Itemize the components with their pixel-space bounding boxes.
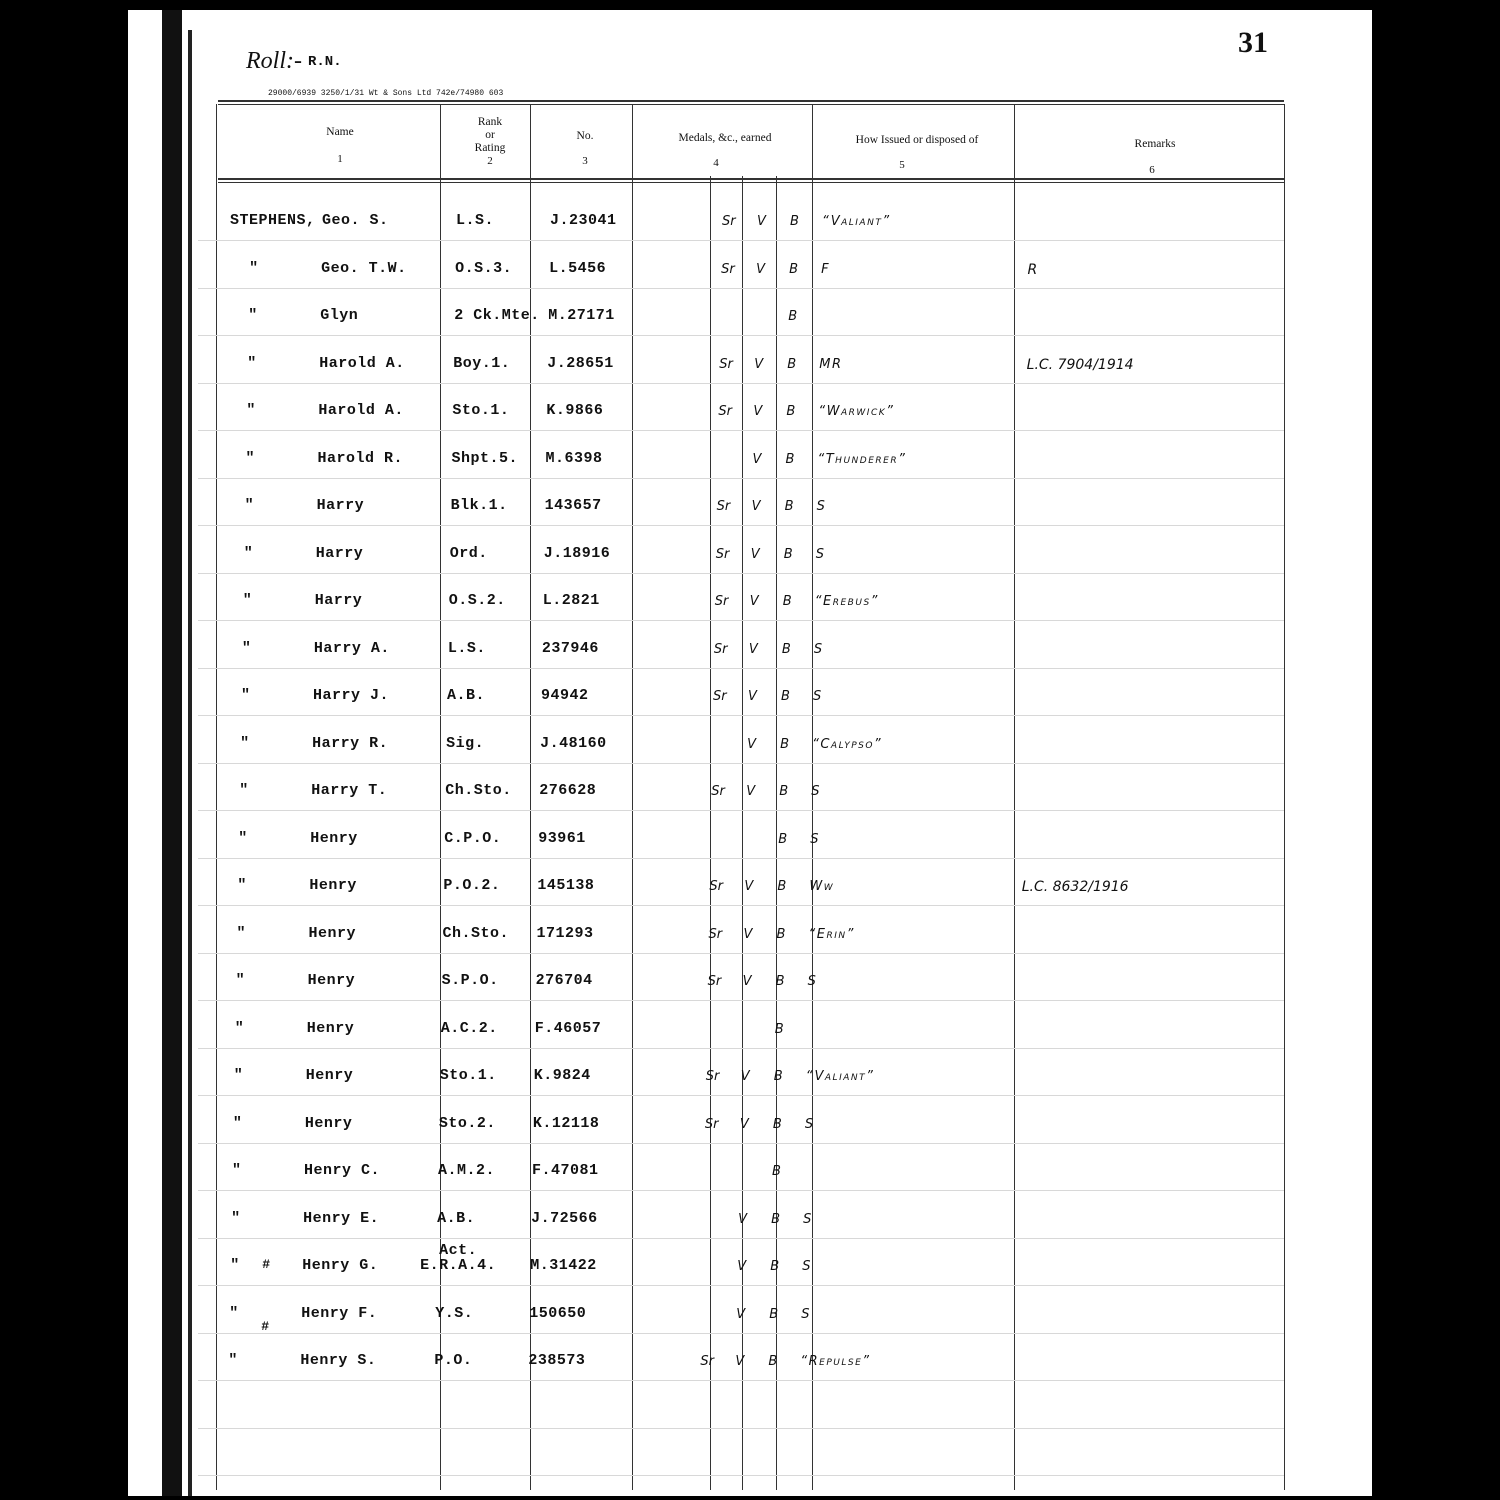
- star-medal-mark: Sr: [711, 784, 725, 799]
- issued-entry: S: [801, 1306, 812, 1322]
- war-medal-mark: V: [750, 546, 760, 562]
- table-row: [0, 1352, 1500, 1376]
- issued-entry: Ww: [809, 879, 835, 894]
- war-medal-mark: V: [736, 1306, 746, 1322]
- ruled-line: [198, 335, 1284, 336]
- service-number-cell: 93961: [538, 829, 586, 847]
- ruled-line: [198, 1333, 1284, 1334]
- war-medal-mark: V: [757, 214, 766, 229]
- given-name-cell: Henry: [306, 1019, 355, 1037]
- victory-medal-mark: B: [774, 1021, 784, 1037]
- ruled-line: [198, 430, 1284, 431]
- victory-medal-mark: B: [772, 1164, 781, 1179]
- issued-entry: “Repulse”: [800, 1354, 871, 1369]
- star-medal-mark: Sr: [716, 499, 731, 514]
- table-row: [0, 877, 1500, 901]
- war-medal-mark: V: [746, 784, 756, 799]
- header-top-rule: [218, 100, 1284, 102]
- surname-cell: ": [230, 1257, 240, 1274]
- table-row: [0, 1210, 1500, 1234]
- ruled-line: [198, 620, 1284, 621]
- issued-entry: “Calypso”: [812, 736, 883, 752]
- surname-cell: ": [241, 687, 251, 704]
- column-number-1: 1: [337, 153, 343, 165]
- given-name-cell: Henry S.: [300, 1352, 377, 1369]
- given-name-cell: Henry: [305, 1067, 354, 1084]
- ruled-line: [198, 1428, 1284, 1429]
- war-medal-mark: V: [742, 974, 752, 989]
- table-row: [0, 545, 1500, 569]
- table-row: [0, 402, 1500, 426]
- given-name-cell: Harold A.: [318, 402, 404, 419]
- ruled-line: [198, 525, 1284, 526]
- table-row: [0, 972, 1500, 996]
- service-number-cell: J.28651: [547, 354, 614, 372]
- star-medal-mark: Sr: [704, 1116, 719, 1132]
- rank-cell: P.O.2.: [443, 877, 501, 894]
- table-row: [0, 307, 1500, 331]
- issued-entry: S: [810, 831, 821, 847]
- victory-medal-mark: B: [779, 784, 789, 799]
- star-medal-mark: Sr: [707, 974, 722, 989]
- issued-entry: “Warwick”: [818, 404, 895, 419]
- ruled-line: [198, 1475, 1284, 1476]
- victory-medal-mark: B: [782, 594, 792, 609]
- surname-cell: ": [235, 972, 246, 989]
- service-number-cell: L.5456: [549, 259, 607, 277]
- issued-entry: S: [816, 499, 827, 514]
- ruled-line: [198, 1048, 1284, 1049]
- war-medal-mark: V: [749, 594, 759, 609]
- victory-medal-mark: B: [781, 641, 791, 657]
- ruled-line: [198, 478, 1284, 479]
- surname-cell: ": [249, 259, 259, 277]
- table-row: [0, 830, 1500, 854]
- war-medal-mark: V: [753, 404, 763, 419]
- ruled-line: [198, 668, 1284, 669]
- header-bottom-rule: [218, 178, 1284, 180]
- rank-cell: O.S.3.: [455, 259, 513, 277]
- service-number-cell: F.47081: [532, 1162, 599, 1179]
- given-name-cell: Henry F.: [301, 1304, 378, 1322]
- surname-cell: ": [246, 402, 256, 419]
- table-row: [0, 497, 1500, 521]
- service-number-cell: J.72566: [531, 1209, 598, 1227]
- table-row: [0, 1304, 1500, 1334]
- table-row: [0, 592, 1500, 616]
- table-row: [0, 355, 1500, 379]
- war-medal-mark: V: [739, 1116, 749, 1132]
- surname-cell: ": [234, 1019, 245, 1037]
- rank-cell: P.O.: [434, 1352, 473, 1369]
- star-medal-mark: Sr: [705, 1069, 720, 1084]
- surname-cell: ": [238, 829, 248, 847]
- rank-cell: S.P.O.: [441, 972, 499, 989]
- ruled-line: [198, 240, 1284, 241]
- victory-medal-mark: B: [785, 451, 795, 467]
- ruled-line: [198, 715, 1284, 716]
- service-number-cell: 143657: [544, 497, 602, 514]
- war-medal-mark: V: [752, 451, 762, 467]
- victory-medal-mark: B: [778, 831, 788, 847]
- ruled-line: [198, 1095, 1284, 1096]
- print-reference: 29000/6939 3250/1/31 Wt & Sons Ltd 742e/74980 603: [268, 89, 504, 98]
- rank-cell: L.S.: [447, 639, 486, 657]
- star-medal-mark: Sr: [721, 261, 735, 277]
- given-name-cell: Harold R.: [317, 449, 404, 467]
- rank-cell: Shpt.5.: [451, 449, 519, 467]
- service-number-cell: M.27171: [548, 307, 615, 324]
- issued-entry: “Erin”: [808, 926, 855, 942]
- column-number-2: 2: [487, 155, 493, 167]
- war-medal-mark: V: [754, 356, 764, 372]
- service-number-cell: 238573: [528, 1352, 586, 1369]
- issued-entry: S: [807, 974, 818, 989]
- rank-cell: Act. E.R.A.4.: [420, 1242, 497, 1274]
- table-row: [0, 687, 1500, 711]
- rank-cell: O.S.2.: [448, 592, 506, 609]
- service-number-cell: 171293: [536, 924, 594, 942]
- star-medal-mark: Sr: [708, 926, 723, 942]
- surname-cell: ": [228, 1352, 238, 1369]
- victory-medal-mark: B: [781, 689, 790, 704]
- rank-cell: C.P.O.: [444, 829, 502, 847]
- column-number-6: 6: [1149, 164, 1155, 176]
- column-header-issued: How Issued or disposed of: [855, 134, 979, 146]
- roll-value: R.N.: [308, 54, 342, 70]
- ruled-line: [198, 1285, 1284, 1286]
- surname-cell: ": [245, 449, 256, 467]
- issued-entry: S: [813, 641, 824, 657]
- table-row: [0, 260, 1500, 284]
- rank-cell: Boy.1.: [453, 354, 511, 372]
- rank-cell: A.B.: [447, 687, 486, 704]
- victory-medal-mark: B: [788, 309, 798, 324]
- marker-cell: #: [261, 1318, 270, 1334]
- remarks-entry: L.C. 7904/1914: [1026, 356, 1134, 373]
- service-number-cell: J.18916: [543, 544, 611, 562]
- victory-medal-mark: B: [769, 1306, 779, 1322]
- remarks-entry: L.C. 8632/1916: [1021, 879, 1129, 895]
- table-row: [0, 1162, 1500, 1186]
- victory-medal-mark: B: [777, 879, 787, 894]
- header-top-rule-2: [218, 104, 1284, 105]
- war-medal-mark: V: [748, 689, 757, 704]
- surname-cell: ": [244, 497, 255, 514]
- ruled-line: [198, 763, 1284, 764]
- given-name-cell: Henry: [304, 1114, 353, 1132]
- rank-cell: 2 Ck.Mte.: [454, 307, 540, 324]
- column-number-3: 3: [582, 155, 588, 167]
- surname-cell: ": [239, 782, 249, 799]
- victory-medal-mark: B: [786, 404, 796, 419]
- war-medal-mark: V: [737, 1259, 747, 1274]
- surname-cell: ": [240, 734, 250, 752]
- rank-cell: Ch.Sto.: [445, 782, 512, 799]
- service-number-cell: F.46057: [534, 1019, 602, 1037]
- victory-medal-mark: B: [787, 356, 797, 372]
- star-medal-mark: Sr: [714, 594, 729, 609]
- service-number-cell: M.31422: [530, 1257, 597, 1274]
- victory-medal-mark: B: [771, 1211, 781, 1227]
- table-row: [0, 735, 1500, 759]
- given-name-cell: Henry: [309, 877, 357, 894]
- table-row: [0, 450, 1500, 474]
- victory-medal-mark: B: [784, 499, 794, 514]
- ruled-line: [198, 905, 1284, 906]
- given-name-cell: Harry T.: [311, 782, 388, 799]
- issued-entry: MR: [819, 356, 843, 372]
- table-row: [0, 1067, 1500, 1091]
- war-medal-mark: V: [747, 736, 756, 752]
- star-medal-mark: Sr: [713, 689, 727, 704]
- given-name-cell: Harold A.: [319, 354, 405, 372]
- service-number-cell: M.6398: [545, 449, 603, 467]
- page-number: 31: [1238, 26, 1268, 59]
- rank-cell: A.B.: [437, 1209, 476, 1227]
- rank-cell: A.C.2.: [440, 1019, 498, 1037]
- ruled-line: [198, 383, 1284, 384]
- service-number-cell: J.23041: [550, 212, 617, 229]
- rank-cell: Ch.Sto.: [442, 924, 510, 942]
- given-name-cell: Henry: [308, 924, 357, 942]
- service-number-cell: K.9866: [546, 402, 604, 419]
- surname-cell: ": [232, 1114, 243, 1132]
- service-number-cell: 150650: [529, 1304, 587, 1322]
- star-medal-mark: Sr: [715, 546, 730, 562]
- victory-medal-mark: B: [783, 546, 793, 562]
- surname-cell: STEPHENS,: [230, 212, 316, 229]
- rank-cell: Sig.: [446, 734, 485, 752]
- column-header-rank: Rank or Rating: [474, 116, 506, 154]
- issued-entry: “Valiant”: [822, 214, 891, 229]
- surname-cell: ": [247, 354, 257, 372]
- issued-entry: S: [815, 546, 826, 562]
- table-row: [0, 782, 1500, 806]
- marker-cell: #: [262, 1257, 271, 1272]
- service-number-cell: 237946: [541, 639, 599, 657]
- ruled-line: [198, 1238, 1284, 1239]
- star-medal-mark: Sr: [719, 356, 733, 372]
- service-number-cell: K.12118: [532, 1114, 600, 1132]
- issued-entry: F: [821, 261, 831, 277]
- surname-cell: ": [241, 639, 252, 657]
- ruled-line: [198, 1190, 1284, 1191]
- victory-medal-mark: B: [773, 1069, 783, 1084]
- surname-cell: ": [229, 1304, 239, 1322]
- given-name-cell: Harry J.: [313, 687, 390, 704]
- table-row: [0, 1242, 1500, 1281]
- rank-cell: Sto.1.: [452, 402, 510, 419]
- table-row: [0, 212, 1500, 236]
- service-number-cell: L.2821: [542, 592, 600, 609]
- given-name-cell: Henry C.: [304, 1162, 381, 1179]
- war-medal-mark: V: [740, 1069, 750, 1084]
- column-header-medals: Medals, &c., earned: [678, 132, 772, 144]
- war-medal-mark: V: [756, 261, 765, 277]
- service-number-cell: J.48160: [540, 734, 607, 752]
- given-name-cell: Harry: [314, 592, 363, 609]
- table-row: [0, 640, 1500, 664]
- victory-medal-mark: B: [780, 736, 790, 752]
- given-name-cell: Henry: [307, 972, 356, 989]
- issued-entry: S: [811, 784, 821, 799]
- issued-entry: S: [803, 1211, 813, 1227]
- star-medal-mark: Sr: [709, 879, 723, 894]
- column-number-5: 5: [899, 159, 905, 171]
- surname-cell: ": [233, 1067, 244, 1084]
- given-name-cell: Henry E.: [303, 1209, 380, 1227]
- war-medal-mark: V: [738, 1211, 747, 1227]
- table-row: [0, 1115, 1500, 1139]
- table-row: [0, 1020, 1500, 1044]
- service-number-cell: 276704: [535, 972, 593, 989]
- given-name-cell: Geo. S.: [322, 212, 389, 229]
- surname-cell: ": [248, 307, 258, 324]
- issued-entry: “Thunderer”: [817, 451, 907, 467]
- war-medal-mark: V: [744, 879, 754, 894]
- victory-medal-mark: B: [772, 1116, 782, 1132]
- given-name-cell: Glyn: [320, 307, 359, 324]
- column-header-no: No.: [576, 130, 594, 142]
- war-medal-mark: V: [743, 926, 753, 942]
- table-row: [0, 925, 1500, 949]
- service-number-cell: K.9824: [533, 1067, 591, 1084]
- surname-cell: ": [242, 592, 253, 609]
- war-medal-mark: V: [735, 1354, 745, 1369]
- rank-cell: L.S.: [456, 212, 495, 229]
- star-medal-mark: Sr: [713, 641, 728, 657]
- ruled-line: [198, 288, 1284, 289]
- issued-entry: “Valiant”: [805, 1069, 875, 1084]
- victory-medal-mark: B: [775, 974, 785, 989]
- header-bottom-rule-2: [218, 182, 1284, 183]
- ruled-line: [198, 858, 1284, 859]
- roll-label: Roll:-: [246, 48, 302, 74]
- victory-medal-mark: B: [770, 1259, 780, 1274]
- issued-entry: “Erebus”: [814, 594, 879, 609]
- surname-cell: ": [243, 544, 254, 562]
- star-medal-mark: Sr: [722, 214, 736, 229]
- ruled-line: [198, 953, 1284, 954]
- surname-cell: ": [236, 924, 247, 942]
- given-name-cell: Harry R.: [312, 734, 389, 752]
- remarks-entry: R: [1027, 261, 1038, 278]
- victory-medal-mark: B: [789, 261, 799, 277]
- given-name-cell: Henry: [310, 829, 358, 847]
- war-medal-mark: V: [748, 641, 758, 657]
- star-medal-mark: Sr: [700, 1354, 714, 1369]
- given-name-cell: Harry A.: [313, 639, 390, 657]
- rank-cell: A.M.2.: [438, 1162, 496, 1179]
- surname-cell: ": [237, 877, 247, 894]
- rank-cell: Ord.: [449, 544, 488, 562]
- column-header-remarks: Remarks: [1134, 138, 1176, 150]
- surname-cell: ": [231, 1209, 241, 1227]
- ruled-line: [198, 573, 1284, 574]
- service-number-cell: 145138: [537, 877, 595, 894]
- ruled-line: [198, 810, 1284, 811]
- issued-entry: S: [804, 1116, 815, 1132]
- issued-entry: S: [802, 1259, 812, 1274]
- issued-entry: S: [813, 689, 823, 704]
- rank-cell: Blk.1.: [450, 497, 508, 514]
- given-name-cell: Harry: [316, 497, 365, 514]
- rank-cell: Sto.2.: [438, 1114, 496, 1132]
- ruled-line: [198, 1000, 1284, 1001]
- star-medal-mark: Sr: [718, 404, 732, 419]
- victory-medal-mark: B: [768, 1354, 778, 1369]
- given-name-cell: Henry G.: [302, 1257, 379, 1274]
- ruled-line: [198, 1143, 1284, 1144]
- column-header-name: Name: [326, 126, 354, 138]
- ruled-line: [198, 1380, 1284, 1381]
- victory-medal-mark: B: [776, 926, 786, 942]
- given-name-cell: Geo. T.W.: [321, 259, 407, 277]
- service-number-cell: 94942: [541, 687, 589, 704]
- war-medal-mark: V: [751, 499, 761, 514]
- victory-medal-mark: B: [790, 214, 799, 229]
- rank-cell: Y.S.: [435, 1304, 474, 1322]
- surname-cell: ": [232, 1162, 242, 1179]
- column-number-4: 4: [713, 157, 719, 169]
- rank-cell: Sto.1.: [439, 1067, 497, 1084]
- given-name-cell: Harry: [315, 544, 364, 562]
- service-number-cell: 276628: [539, 782, 597, 799]
